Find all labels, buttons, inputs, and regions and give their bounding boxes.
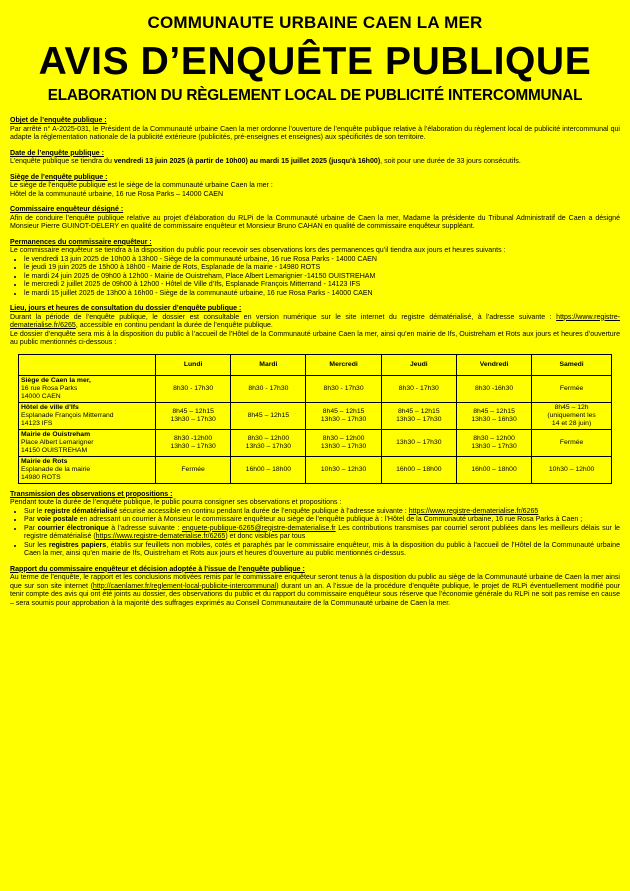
section-text: Par arrêté n° A-2025-031, le Président de la Communauté urbaine Caen la mer ordonne l’ouverture de l’enquête publique relative à l’élaboration du règlement local de publicité intercommunal qui adapte la réglementation nationale de la publicité extérieure (publicités, pré-enseignes et enseignes) aux spécificités de son territoire. [10,125,620,141]
text-fragment: Par [24,524,38,532]
text-fragment: registres papiers [48,541,107,549]
section-heading: Rapport du commissaire enquêteur et décision adoptée à l’issue de l’enquête publique : [10,565,305,573]
hours-cell: 8h30 -12h00 13h30 – 17h30 [156,429,231,456]
text-fragment: Durant la période de l’enquête publique, le dossier est consultable en version numérique sur le site internet du registre dématérialisé, à l’adresse suivante : [10,313,557,321]
list-item [24,508,620,517]
location-address: Place Albert Lemarigner [21,438,94,446]
hours-cell: 8h45 – 12h15 13h30 – 16h30 [456,402,531,429]
registre-link[interactable]: https://www.registre-dematerialise.fr/6265 [408,507,539,515]
text-fragment: Les contributions transmises par courriel seront publiées dans les meilleurs délais sur le registre dématérialisé ( [24,524,620,540]
section-permanences [10,239,620,299]
list-item [24,516,620,525]
table-header-row [19,354,612,375]
text-fragment: Sur le [24,507,45,515]
location-postcode: 14150 OUISTREHAM [21,446,88,454]
hours-cell: 8h30 – 12h00 13h30 – 17h30 [456,429,531,456]
list-item: • le vendredi 13 juin 2025 de 10h00 à 13h00 - Siège de la communauté urbaine, 16 rue Rosa Parks - 14000 CAEN [24,256,620,265]
section-objet [10,117,620,143]
hours-cell: 13h30 – 17h30 [381,429,456,456]
hours-cell: 10h30 – 12h00 [532,456,612,483]
location-cell [19,456,156,483]
list-item: • le mardi 24 juin 2025 de 09h00 à 12h00 - Mairie de Ouistreham, Place Albert Lemarignier -14150 OUISTREHAM [24,273,620,282]
column-header [19,354,156,375]
section-rapport [10,566,620,609]
permanences-list [10,256,620,299]
hours-cell: Fermée [156,456,231,483]
email-link[interactable]: enquete-publique-6265@registre-dematerialise.fr [181,524,336,532]
text-fragment: , accessible en continu pendant la durée de l’enquête publique. [75,322,273,329]
text-fragment: Sur les [24,541,49,549]
location-cell [19,375,156,402]
hours-cell: 16h00 – 18h00 [381,456,456,483]
page-subtitle: ELABORATION DU RÈGLEMENT LOCAL DE PUBLICITÉ INTERCOMMUNAL [47,87,583,104]
location-postcode: 14123 IFS [21,419,53,427]
hours-cell: 8h30 - 17h30 [156,375,231,402]
text-fragment: voie postale [36,516,78,523]
page-title: AVIS D’ENQUÊTE PUBLIQUE [38,40,592,83]
section-text [10,314,620,331]
schedule-table [18,354,612,484]
section-text: Le commissaire enquêteur se tiendra à la disposition du public pour recevoir ses observations lors des permanences qu’il tiendra aux jours et heures suivants : [10,247,506,254]
schedule-table-wrap [18,354,612,484]
location-address: 16 rue Rosa Parks [21,384,78,392]
hours-cell: Fermée [532,375,612,402]
section-transmission [10,491,620,559]
section-heading: Permanences du commissaire enquêteur : [10,238,152,246]
hours-cell: 8h45 – 12h15 [231,402,306,429]
table-row [19,456,612,483]
hours-cell: 16h00 – 18h00 [456,456,531,483]
location-address: Esplanade François Mitterrand [21,411,114,419]
table-row [19,429,612,456]
hours-cell: 8h30 -16h30 [456,375,531,402]
section-address: Hôtel de la communauté urbaine, 16 rue Rosa Parks – 14000 CAEN [10,190,224,198]
date-text-before: L’enquête publique se tiendra du [10,158,114,165]
section-text: Le siège de l’enquête publique est le siège de la communauté urbaine Caen la mer : [10,182,273,189]
notice-content [10,117,620,608]
section-heading: Commissaire enquêteur désigné : [10,206,124,213]
table-row [19,375,612,402]
column-header: Vendredi [456,354,531,375]
location-postcode: 14980 ROTS [21,473,61,481]
location-cell [19,402,156,429]
section-text [10,574,620,608]
hours-cell: 8h45 – 12h15 13h30 – 17h30 [381,402,456,429]
hours-cell: 16h00 – 18h00 [231,456,306,483]
section-heading: Objet de l’enquête publique : [10,117,107,124]
caenlamer-link[interactable]: http://caenlamer.fr/reglement-local-publicite-intercommunal [92,582,277,590]
text-fragment: , établis sur feuillets non mobiles, cotés et paraphés par le commissaire enquêteur, mis à la disposition du public à l’accueil de l’Hôtel de la Communauté urbaine Caen la mer, ainsi qu’en mairie de Ifs, Ouistreham et Rots aux jours et heures d’ouverture au public mentionnés ci-dessus. [24,541,621,557]
list-item: • le mardi 15 juillet 2025 de 13h00 à 16h00 - Siège de la communauté urbaine, 16 rue Rosa Parks - 14000 CAEN [24,290,620,299]
hours-cell: 8h30 – 12h00 13h30 – 17h30 [306,429,381,456]
location-postcode: 14000 CAEN [21,392,61,400]
date-range: vendredi 13 juin 2025 (à partir de 10h00) au mardi 15 juillet 2025 (jusqu’à 16h00) [113,158,381,165]
column-header: Lundi [156,354,231,375]
text-fragment: en adressant un courrier à Monsieur le commissaire enquêteur au siège de l’enquête publique à : l’Hôtel de la Communauté urbaine, 16 rue Rosa Parks à Caen ; [77,516,583,523]
registre-link[interactable]: https://www.registre-dematerialise.fr/6265 [95,533,226,540]
hours-cell: 8h30 - 17h30 [306,375,381,402]
text-fragment: Au terme de l’enquête, le rapport et les conclusions motivées remis par le commissaire enquêteur seront tenus à la disposition du public au siège de la Communauté urbaine de Caen la mer ainsi que sur son site internet ( [10,574,620,590]
column-header: Mardi [231,354,306,375]
transmission-list [10,508,620,559]
text-fragment: ) et donc visibles par tous [225,533,306,540]
hours-cell: 10h30 – 12h30 [306,456,381,483]
section-consultation [10,305,620,484]
section-date [10,150,620,167]
text-fragment: registre dématérialisé [44,507,118,515]
location-address: Esplanade de la mairie [21,465,91,473]
location-name: Siège de Caen la mer, [21,376,91,384]
date-text-after: , soit pour une durée de 33 jours consécutifs. [380,158,521,165]
section-commissaire [10,206,620,232]
text-fragment: sécurisé accessible en continu pendant la durée de l’enquête publique à l’adresse suivante : [117,507,409,515]
section-text: Afin de conduire l’enquête publique relative au projet d’élaboration du RLPi de la Communauté urbaine de Caen la mer, Madame la présidente du Tribunal Administratif de Caen a désigné Monsieur Pierre GUINOT-DELERY en qualité de commissaire enquêteur et Monsieur Bruno CAHAN en qualité de commissaire enquêteur suppléant. [10,214,620,230]
section-heading: Date de l’enquête publique : [10,149,104,157]
hours-cell: 8h45 – 12h15 13h30 – 17h30 [306,402,381,429]
hours-cell: 8h45 – 12h (uniquement les 14 et 28 juin) [532,402,612,429]
hours-cell: 8h30 - 17h30 [231,375,306,402]
section-text [10,158,620,167]
section-heading: Transmission des observations et propositions : [10,490,173,498]
hours-cell: 8h30 - 17h30 [381,375,456,402]
column-header: Mercredi [306,354,381,375]
text-fragment: à l’adresse suivante : [108,524,182,532]
section-text: Le dossier d’enquête sera mis à la disposition du public à l’accueil de l’Hôtel de la Communauté urbaine Caen la mer, ainsi qu’en mairie de Ifs, Ouistreham et Rots aux jours et heures d’ouverture au public mentionnés ci-dessous : [10,330,620,346]
location-cell [19,429,156,456]
column-header: Samedi [532,354,612,375]
section-heading: Siège de l’enquête publique : [10,173,108,181]
section-text: Pendant toute la durée de l’enquête publique, le public pourra consigner ses observations et propositions : [10,499,342,506]
hours-cell: Fermée [532,429,612,456]
location-name: Mairie de Ouistreham [21,430,91,438]
list-item [24,525,620,542]
text-fragment: courrier électronique [37,524,109,532]
registre-link[interactable]: https://www.registre-dematerialise.fr/6265 [10,313,620,329]
list-item: • le jeudi 19 juin 2025 de 15h00 à 18h00 - Mairie de Rots, Esplanade de la mairie - 14980 ROTS [24,264,620,273]
location-name: Mairie de Rots [21,457,68,465]
list-item: • le mercredi 2 juillet 2025 de 09h00 à 12h00 - Hôtel de Ville d’Ifs, Esplanade François Mitterrand - 14123 IFS [24,281,620,290]
organization-name: COMMUNAUTE URBAINE CAEN LA MER [147,13,483,32]
column-header: Jeudi [381,354,456,375]
text-fragment: ) durant un an. A l’issue de la procédure d’enquête publique, le projet de RLPi éventuellement modifié pour tenir compte des avis qui ont été joints au dossier, des observations du public et du rapport du commissaire enquêteur sous réserve que l’économie générale du RLPi ne soit pas remise en cause – sera soumis pour approbation à la majorité des suffrages exprimés au Conseil Communautaire de la Communauté urbaine de Caen la mer. [10,582,620,607]
section-heading: Lieu, jours et heures de consultation du dossier d’enquête publique : [10,305,242,312]
section-siege [10,174,620,200]
list-item [24,542,620,559]
hours-cell: 8h30 – 12h00 13h30 – 17h30 [231,429,306,456]
table-row [19,402,612,429]
location-name: Hôtel de ville d’Ifs [21,403,79,411]
hours-cell: 8h45 – 12h15 13h30 – 17h30 [156,402,231,429]
text-fragment: Par [24,516,37,523]
